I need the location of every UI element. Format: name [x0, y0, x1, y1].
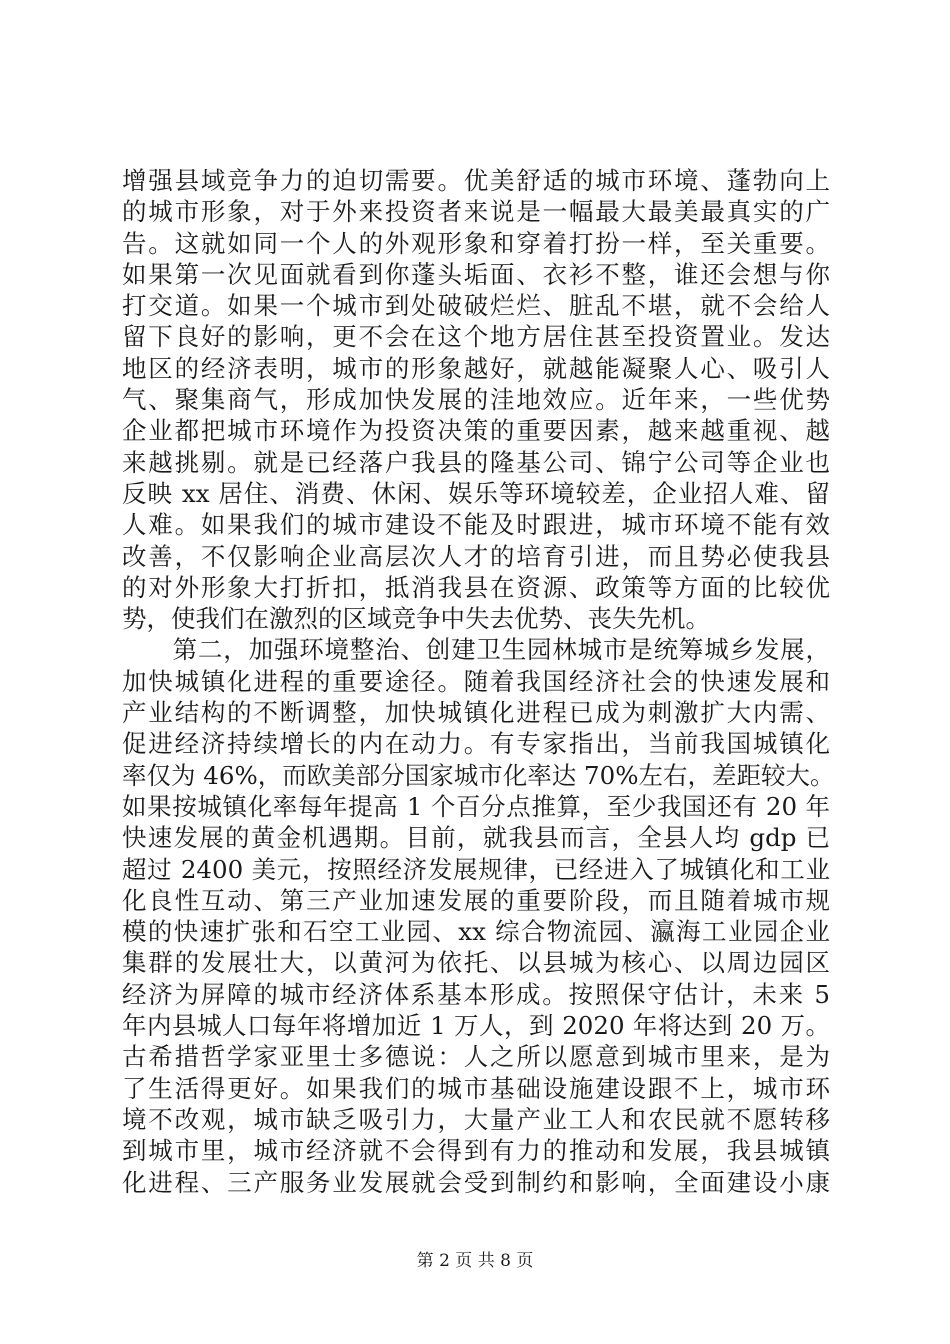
text-line: 经济为屏障的城市经济体系基本形成。按照保守估计，未来 5 [122, 979, 830, 1009]
text-line: 快速发展的黄金机遇期。目前，就我县而言，全县人均 gdp 已 [122, 823, 830, 853]
text-line: 年内县城人口每年将增加近 1 万人，到 2020 年将达到 20 万。 [122, 1011, 830, 1041]
text-line: 加快城镇化进程的重要途径。随着我国经济社会的快速发展和 [122, 666, 830, 696]
text-line: 集群的发展壮大，以黄河为依托、以县城为核心、以周边园区 [122, 948, 830, 978]
text-line: 促进经济持续增长的内在动力。有专家指出，当前我国城镇化 [122, 729, 830, 759]
text-line: 势，使我们在激烈的区域竞争中失去优势、丧失先机。 [122, 604, 710, 634]
text-line: 古希措哲学家亚里士多德说：人之所以愿意到城市里来，是为 [122, 1042, 830, 1072]
text-line: 来越挑剔。就是已经落户我县的隆基公司、锦宁公司等企业也 [122, 447, 830, 477]
page-number-footer: 第 2 页 共 8 页 [416, 1251, 534, 1271]
text-line: 产业结构的不断调整，加快城镇化进程已成为刺激扩大内需、 [122, 698, 830, 728]
text-line: 率仅为 46%，而欧美部分国家城市化率达 70%左右，差距较大。 [122, 760, 835, 790]
text-line: 的城市形象，对于外来投资者来说是一幅最大最美最真实的广 [122, 197, 830, 227]
text-line: 化进程、三产服务业发展就会受到制约和影响，全面建设小康 [122, 1167, 830, 1197]
text-line: 模的快速扩张和石空工业园、xx 综合物流园、瀛海工业园企业 [122, 917, 830, 947]
text-line: 改善，不仅影响企业高层次人才的培育引进，而且势必使我县 [122, 541, 830, 571]
text-line: 反映 xx 居住、消费、休闲、娱乐等环境较差，企业招人难、留 [122, 478, 830, 508]
text-line: 超过 2400 美元，按照经济发展规律，已经进入了城镇化和工业 [122, 854, 830, 884]
body-text [122, 165, 835, 1198]
text-line: 了生活得更好。如果我们的城市基础设施建设跟不上，城市环 [122, 1073, 830, 1103]
text-line: 境不改观，城市缺乏吸引力，大量产业工人和农民就不愿转移 [122, 1104, 830, 1134]
text-line: 打交道。如果一个城市到处破破烂烂、脏乱不堪，就不会给人 [122, 291, 830, 321]
text-line: 告。这就如同一个人的外观形象和穿着打扮一样，至关重要。 [122, 228, 830, 258]
text-line: 增强县域竞争力的迫切需要。优美舒适的城市环境、蓬勃向上 [122, 166, 830, 195]
text-line: 如果按城镇化率每年提高 1 个百分点推算，至少我国还有 20 年 [122, 791, 830, 821]
text-line: 化良性互动、第三产业加速发展的重要阶段，而且随着城市规 [122, 885, 830, 915]
text-line: 到城市里，城市经济就不会得到有力的推动和发展，我县城镇 [122, 1136, 830, 1166]
text-line: 企业都把城市环境作为投资决策的重要因素，越来越重视、越 [122, 416, 830, 446]
text-line: 气、聚集商气，形成加快发展的洼地效应。近年来，一些优势 [122, 385, 830, 415]
text-line: 如果第一次见面就看到你蓬头垢面、衣衫不整，谁还会想与你 [122, 259, 830, 289]
text-line: 留下良好的影响，更不会在这个地方居住甚至投资置业。发达 [122, 322, 830, 352]
text-line: 地区的经济表明，城市的形象越好，就越能凝聚人心、吸引人 [122, 353, 830, 383]
text-line: 第二，加强环境整治、创建卫生园林城市是统筹城乡发展， [122, 635, 830, 665]
text-line: 的对外形象大打折扣，抵消我县在资源、政策等方面的比较优 [122, 572, 830, 602]
text-line: 人难。如果我们的城市建设不能及时跟进，城市环境不能有效 [122, 510, 830, 540]
